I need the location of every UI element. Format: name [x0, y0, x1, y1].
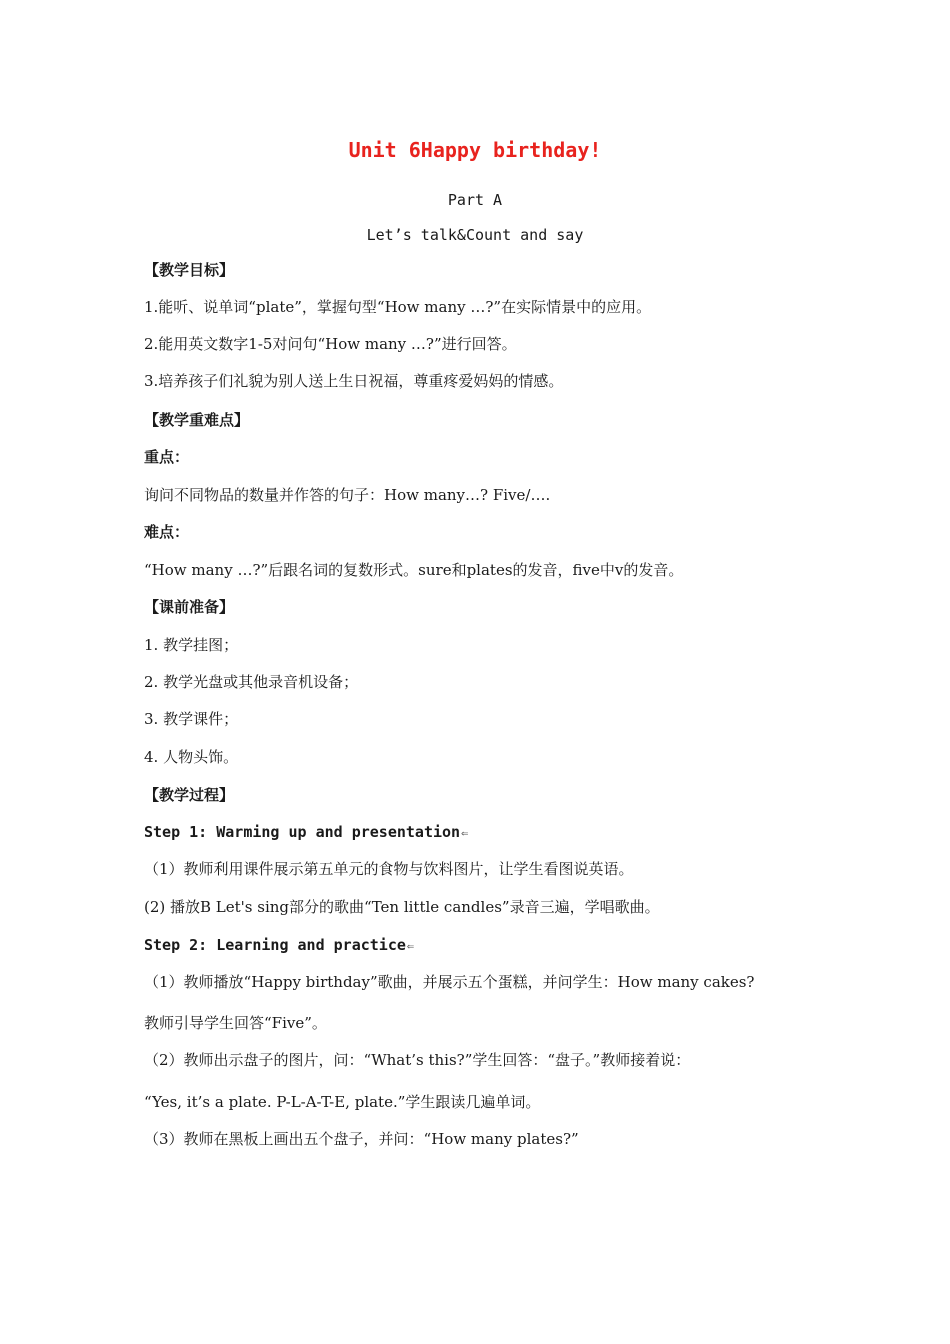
preparation-item-1: 1. 教学挂图； — [144, 636, 239, 654]
step-2-item-3: （2）教师出示盘子的图片，问：“What’s this?”学生回答：“盘子。”教师接着说： — [144, 1051, 691, 1069]
preparation-item-2: 2. 教学光盘或其他录音机设备； — [144, 673, 359, 691]
process-heading: 【教学过程】 — [144, 786, 235, 804]
objective-item-2: 2.能用英文数字1-5对问句“How many …?”进行回答。 — [144, 335, 517, 353]
step-1-item-1: （1）教师利用课件展示第五单元的食物与饮料图片，让学生看图说英语。 — [144, 860, 634, 878]
step-1-item-2: (2) 播放B Let's sing部分的歌曲“Ten little candles”录音三遍，学唱歌曲。 — [144, 898, 660, 916]
step-2-item-1: （1）教师播放“Happy birthday”歌曲，并展示五个蛋糕，并问学生：How many cakes? — [144, 973, 755, 991]
objectives-heading: 【教学目标】 — [144, 261, 235, 279]
preparation-item-4: 4. 人物头饰。 — [144, 748, 239, 766]
objective-item-3: 3.培养孩子们礼貌为别人送上生日祝福，尊重疼爱妈妈的情感。 — [144, 372, 564, 390]
keypoints-heading: 【教学重难点】 — [144, 411, 250, 429]
step-2-heading — [144, 935, 850, 956]
preparation-heading: 【课前准备】 — [144, 598, 235, 616]
step-2-item-2: 教师引导学生回答“Five”。 — [144, 1014, 327, 1032]
paragraph-mark-icon: ⇐ — [406, 939, 415, 953]
preparation-item-3: 3. 教学课件； — [144, 710, 239, 728]
objective-item-1: 1.能听、说单词“plate”，掌握句型“How many …?”在实际情景中的应用。 — [144, 298, 652, 316]
document-title: Unit 6Happy birthday! — [348, 138, 602, 162]
step-1-heading — [144, 822, 850, 843]
difficult-point-text: “How many …?”后跟名词的复数形式。sure和plates的发音，five中v的发音。 — [144, 561, 684, 579]
lesson-subtitle: Let’s talk&Count and say — [366, 226, 584, 244]
step-1-label: Step 1: Warming up and presentation — [144, 823, 461, 841]
step-2-item-4: “Yes, it’s a plate. P-L-A-T-E, plate.”学生跟读几遍单词。 — [144, 1093, 541, 1111]
part-label: Part A — [447, 191, 503, 209]
step-2-label: Step 2: Learning and practice — [144, 936, 406, 954]
step-2-item-5: （3）教师在黑板上画出五个盘子，并问：“How many plates?” — [144, 1130, 579, 1148]
paragraph-mark-icon: ⇐ — [461, 826, 469, 840]
key-point-label: 重点： — [144, 448, 190, 466]
difficult-point-label: 难点： — [144, 523, 190, 541]
key-point-text: 询问不同物品的数量并作答的句子：How many…? Five/…. — [144, 486, 551, 504]
